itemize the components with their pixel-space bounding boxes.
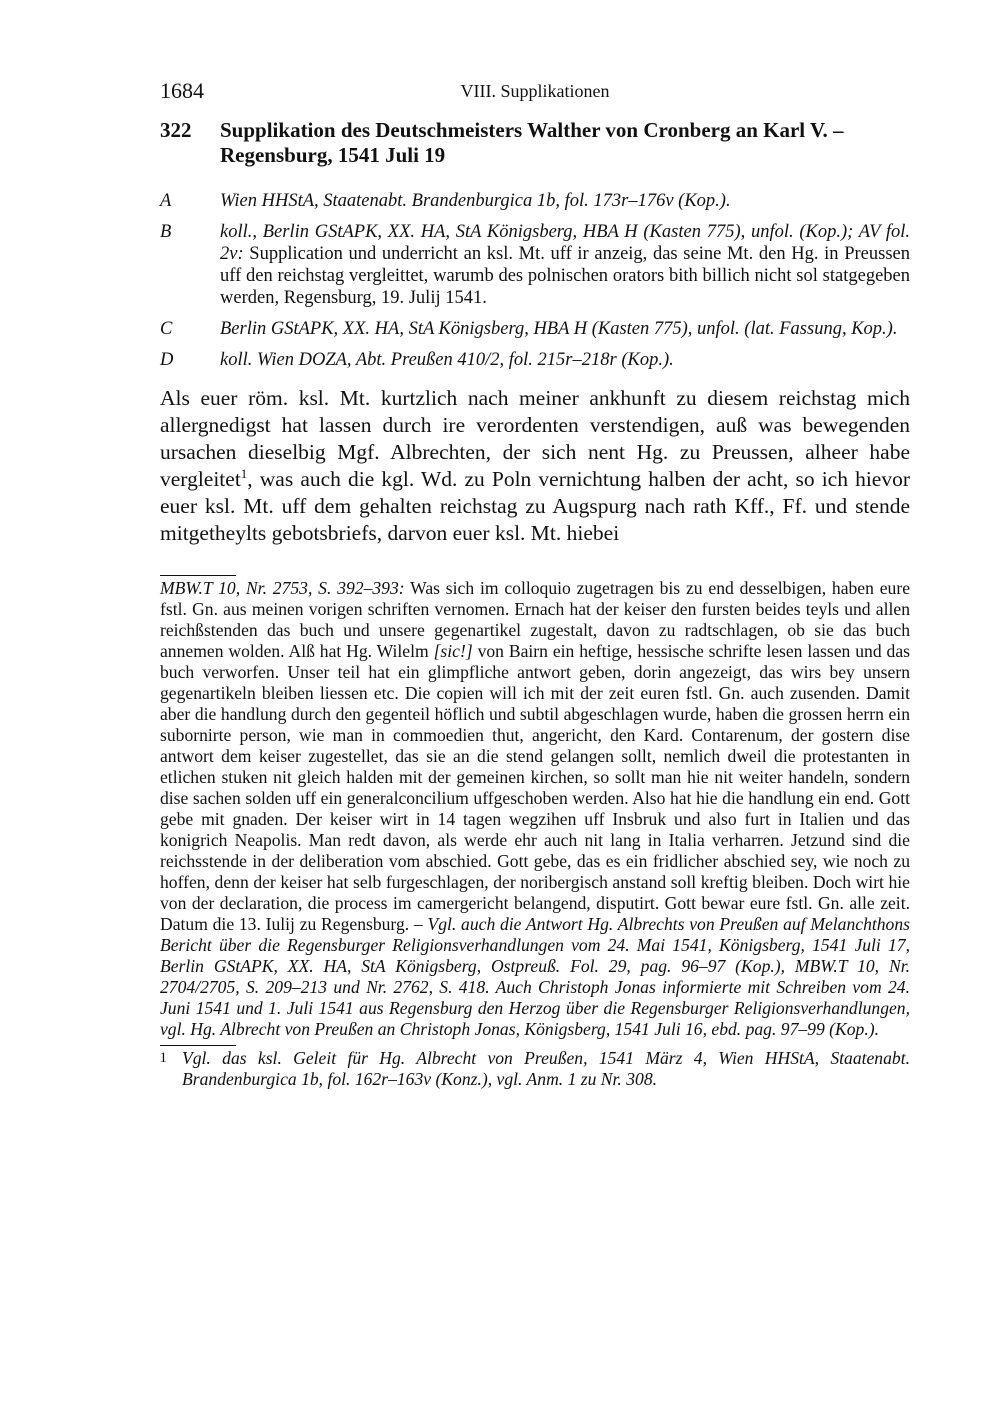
document-number: 322 xyxy=(160,118,192,142)
running-head xyxy=(160,78,910,108)
source-text: Wien HHStA, Staatenabt. Brandenburgica 1b, fol. 173r–176v (Kop.). xyxy=(220,191,731,211)
source-siglum: A xyxy=(160,191,172,211)
footnote xyxy=(160,1048,910,1090)
source-entry xyxy=(160,349,910,371)
page xyxy=(160,78,910,1090)
footnote-text: Vgl. das ksl. Geleit für Hg. Albrecht von Preußen, 1541 März 4, Wien HHStA, Staatenabt. Brandenburgica 1b, fol. 162r–163v (Konz.), vgl. Anm. 1 zu Nr. 308. xyxy=(182,1048,910,1089)
source-siglum: D xyxy=(160,350,174,370)
source-text: koll. Wien DOZA, Abt. Preußen 410/2, fol. 215r–218r (Kop.). xyxy=(220,350,674,370)
page-number: 1684 xyxy=(160,78,204,103)
footnote-divider xyxy=(160,1045,236,1046)
source-siglum: B xyxy=(160,222,172,242)
source-siglum: C xyxy=(160,319,173,339)
main-text: Als euer röm. ksl. Mt. kurtzlich nach meiner ankhunft zu diesem reichstag mich allergnedigst hat lassen durch ire verordenten verstendigen, auß was bewegenden ursachen dieselbig Mgf. Albrechten, der sich nent Hg. zu Preussen, alheer habe vergleitet$^1$, was auch die kgl. Wd. zu Poln vernichtung halben der acht, so ich hievor euer ksl. Mt. uff dem gehalten reichstag zu Augspurg nach rath Kff., Ff. und stende mitgetheylts gebotsbriefs, darvon euer ksl. Mt. hiebei xyxy=(160,386,910,545)
document-title: Supplikation des Deutschmeisters Walther von Cronberg an Karl V. – Regensburg, 1541 Juli 19 xyxy=(220,118,844,167)
footnote-number: 1 xyxy=(159,1050,167,1066)
source-text: koll., Berlin GStAPK, XX. HA, StA Königsberg, HBA H (Kasten 775), unfol. (Kop.); AV fol. 2v: Supplication und underricht an ksl. Mt. uff ir anzeig, das seine Mt. den Hg. in Preussen uff den reichstag vergleittet, warumb des polnischen orators bith billich nicht sol statgegeben werden, Regensburg, 19. Julij 1541. xyxy=(220,222,910,308)
source-entry xyxy=(160,318,910,340)
footnote-reference[interactable]: 1 xyxy=(240,465,248,481)
source-entry xyxy=(160,221,910,309)
source-list xyxy=(160,190,910,371)
source-text: Berlin GStAPK, XX. HA, StA Königsberg, HBA H (Kasten 775), unfol. (lat. Fassung, Kop.). xyxy=(220,319,898,339)
source-entry xyxy=(160,190,910,212)
carryover-note: MBW.T 10, Nr. 2753, S. 392–393: Was sich im colloquio zugetragen bis zu end desselbigen, haben eure fstl. Gn. aus meinen vorigen schriften vernomen. Ernach hat der keiser den fursten beides teyls und allen reichßstenden das buch und unsere gegenartikel zugestalt, davon zu radtschlagen, ob sie das buch annemen wolden. Alß hat Hg. Wilelm [sic!] von Bairn ein heftige, hessische schrifte lesen lassen und das buch verworfen. Unser teil hat ein glimpfliche antwort geben, dorin angezeigt, das wirs bey unsern gegenartikeln bleiben liessen etc. Die copien will ich mit der zeit euren fstl. Gn. auch zusenden. Damit aber die handlung durch den gegenteil höflich und subtil abgeschlagen wurde, haben die grossen herrn ein subornirte person, wie man in commoedien thut, angericht, den Kard. Contarenum, der gostern dise antwort dem keiser zugestellet, das sie an die stend gelangen sollt, nemlich dweil die protestanten in etlichen stuken nit gleich halden mit der gemeinen kirchen, so sollt man hie nit weiter handeln, sondern dise sachen solden uff ein generalconcilium uffgeschoben werden. Also hat hie die handlung ein end. Gott gebe mit gnaden. Der keiser wirt in 14 tagen wegzihen uff Insbruk und also furt in Italien und das konigrich Neapolis. Man redt davon, als werde ehr auch nit lang in Italia verharren. Jetzund sind die reichsstende in der deliberation vom abschied. Gott gebe, das es ein fridlicher abschied sey, wie noch zu hoffen, denn der keiser hat selb furgeschlagen, der noribergisch anstand soll kreftig bleiben. Doch wirt hie von der declaration, die process im camergericht belangend, disputirt. Gott bewar eure fstl. Gn. alle zeit. Datum die 13. Iulij zu Regensburg. – Vgl. auch die Antwort Hg. Albrechts von Preußen auf Melanchthons Bericht über die Regensburger Religionsverhandlungen vom 24. Mai 1541, Königsberg, 1541 Juli 17, Berlin GStAPK, XX. HA, StA Königsberg, Ostpreuß. Fol. 29, pag. 96–97 (Kop.), MBW.T 10, Nr. 2704/2705, S. 209–213 und Nr. 2762, S. 418. Auch Christoph Jonas informierte mit Schreiben vom 24. Juni 1541 und 1. Juli 1541 aus Regensburg den Herzog über die Regensburger Religionsverhandlungen, vgl. Hg. Albrecht von Preußen an Christoph Jonas, Königsberg, 1541 Juli 16, ebd. pag. 97–99 (Kop.). xyxy=(160,578,911,1039)
section-title: VIII. Supplikationen xyxy=(460,81,610,101)
document-heading xyxy=(160,118,910,168)
footnote-divider xyxy=(160,575,236,576)
